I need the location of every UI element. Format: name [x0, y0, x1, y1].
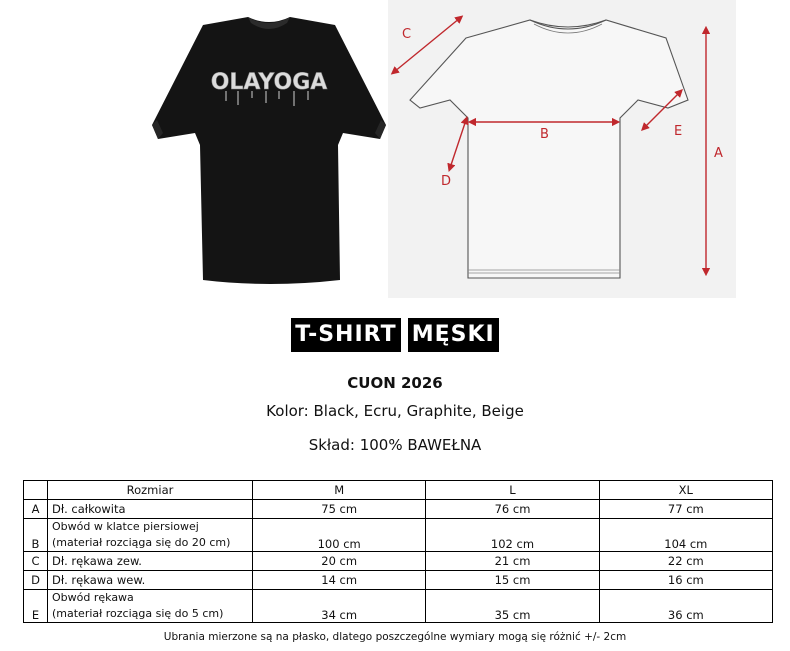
- row-letter: A: [24, 500, 48, 519]
- table-row: [24, 571, 773, 590]
- row-label-line1: Obwód rękawa: [52, 591, 134, 604]
- table-row: [24, 552, 773, 571]
- cell-value: 15 cm: [426, 571, 599, 590]
- label-d: D: [441, 174, 452, 189]
- row-letter: E: [24, 590, 48, 623]
- cell-value: 14 cm: [253, 571, 426, 590]
- row-label-line2: (materiał rozciąga się do 5 cm): [52, 607, 224, 620]
- header-label: Rozmiar: [48, 481, 253, 500]
- size-table: [23, 480, 773, 623]
- cell-value: 21 cm: [426, 552, 599, 571]
- cell-value: 22 cm: [599, 552, 772, 571]
- measurement-diagram: [388, 0, 736, 298]
- product-title: [0, 318, 790, 352]
- cell-value: 77 cm: [599, 500, 772, 519]
- cell-value: 76 cm: [426, 500, 599, 519]
- table-row: [24, 590, 773, 623]
- row-label: Dł. całkowita: [48, 500, 253, 519]
- row-letter: D: [24, 571, 48, 590]
- table-header-row: [24, 481, 773, 500]
- header-size-m: M: [253, 481, 426, 500]
- row-letter: C: [24, 552, 48, 571]
- row-label-line2: (materiał rozciąga się do 20 cm): [52, 536, 231, 549]
- header-size-xl: XL: [599, 481, 772, 500]
- cell-value: 16 cm: [599, 571, 772, 590]
- label-a: A: [714, 146, 723, 161]
- product-code: CUON 2026: [347, 374, 443, 392]
- composition-line: Skład: 100% BAWEŁNA: [308, 436, 482, 454]
- row-label: [48, 519, 253, 552]
- row-letter: B: [24, 519, 48, 552]
- title-word-2: MĘSKI: [408, 318, 499, 352]
- cell-value: 102 cm: [426, 519, 599, 552]
- cell-value: 36 cm: [599, 590, 772, 623]
- table-row: [24, 519, 773, 552]
- measurement-footnote: Ubrania mierzone są na płasko, dlatego poszczególne wymiary mogą się różnić +/- 2cm: [163, 631, 627, 643]
- cell-value: 104 cm: [599, 519, 772, 552]
- row-label: [48, 590, 253, 623]
- label-c: C: [402, 27, 412, 42]
- tshirt-photo: [148, 5, 390, 297]
- row-label: Dł. rękawa zew.: [48, 552, 253, 571]
- table-row: [24, 500, 773, 519]
- label-e: E: [674, 124, 683, 139]
- row-label: Dł. rękawa wew.: [48, 571, 253, 590]
- title-word-1: T-SHIRT: [291, 318, 400, 352]
- label-b: B: [540, 127, 549, 142]
- header-size-l: L: [426, 481, 599, 500]
- row-label-line1: Obwód w klatce piersiowej: [52, 520, 199, 533]
- cell-value: 34 cm: [253, 590, 426, 623]
- color-line: Kolor: Black, Ecru, Graphite, Beige: [266, 402, 524, 420]
- cell-value: 20 cm: [253, 552, 426, 571]
- cell-value: 75 cm: [253, 500, 426, 519]
- photo-logo-text: OLAYOGA: [210, 70, 328, 95]
- cell-value: 100 cm: [253, 519, 426, 552]
- cell-value: 35 cm: [426, 590, 599, 623]
